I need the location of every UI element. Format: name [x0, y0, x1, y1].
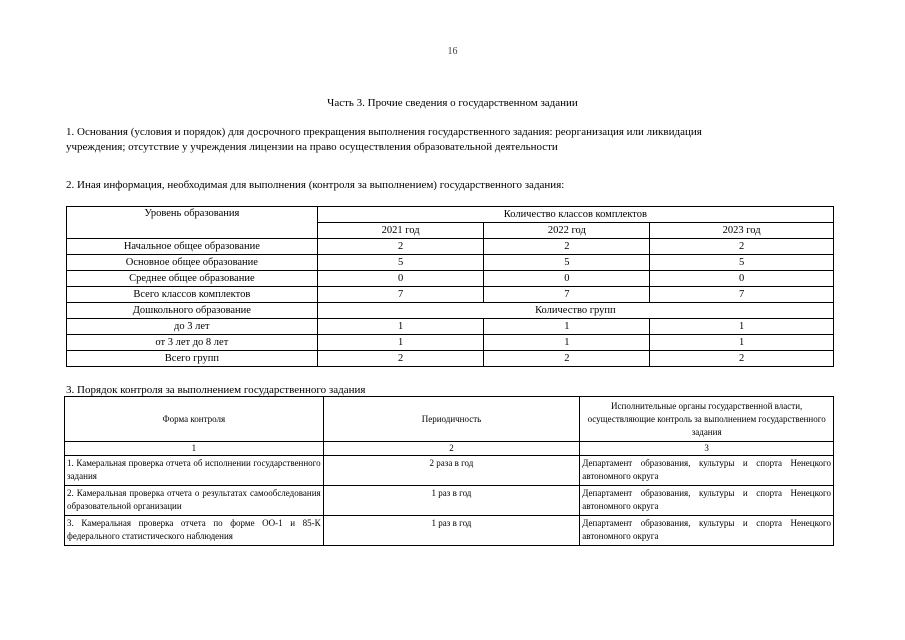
value-cell: 5: [484, 255, 650, 271]
value-cell: 1: [317, 319, 484, 335]
periodicity-cell: 1 раз в год: [323, 516, 580, 546]
year-header-cell: 2022 год: [484, 223, 650, 239]
year-header-cell: 2021 год: [317, 223, 484, 239]
value-cell: 1: [317, 335, 484, 351]
table-row: [67, 351, 834, 367]
section-1-line-1: 1. Основания (условия и порядок) для досрочного прекращения выполнения государственного задания: реорганизация или ликвидация: [66, 126, 702, 138]
control-form-cell: 3. Камеральная проверка отчета по форме ОО-1 и 85-К федерального статистического наблюдения: [65, 516, 324, 546]
value-cell: 7: [317, 287, 484, 303]
value-cell: 0: [317, 271, 484, 287]
table-row: [67, 319, 834, 335]
value-cell: 1: [484, 335, 650, 351]
control-form-cell: 2. Камеральная проверка отчета о результатах самообследования образовательной организации: [65, 486, 324, 516]
control-table: [64, 396, 834, 546]
table-row: [67, 255, 834, 271]
value-cell: 0: [650, 271, 834, 287]
row-label-cell: от 3 лет до 8 лет: [67, 335, 318, 351]
value-cell: 7: [650, 287, 834, 303]
authority-cell: Департамент образования, культуры и спорта Ненецкого автономного округа: [580, 486, 834, 516]
table-row: [67, 271, 834, 287]
preschool-label-cell: Дошкольного образование: [67, 303, 318, 319]
column-number-cell: 3: [580, 442, 834, 456]
row-label-cell: Среднее общее образование: [67, 271, 318, 287]
table-row: [67, 335, 834, 351]
row-label-cell: до 3 лет: [67, 319, 318, 335]
table-row: [65, 486, 834, 516]
authority-cell: Департамент образования, культуры и спорта Ненецкого автономного округа: [580, 456, 834, 486]
section-1-line-2: учреждения; отсутствие у учреждения лицензии на право осуществления образовательной деятельности: [66, 141, 558, 153]
table-row: [67, 303, 834, 319]
control-form-cell: 1. Камеральная проверка отчета об исполнении государственного задания: [65, 456, 324, 486]
column-number-cell: 2: [323, 442, 580, 456]
part-title: Часть 3. Прочие сведения о государственном задании: [327, 97, 578, 109]
classes-header-cell: Количество классов комплектов: [317, 207, 833, 223]
value-cell: 1: [650, 335, 834, 351]
classes-table: [66, 206, 834, 367]
value-cell: 2: [650, 239, 834, 255]
form-header-cell: Форма контроля: [65, 397, 324, 442]
value-cell: 2: [317, 239, 484, 255]
row-label-cell: Начальное общее образование: [67, 239, 318, 255]
value-cell: 1: [650, 319, 834, 335]
authority-cell: Департамент образования, культуры и спорта Ненецкого автономного округа: [580, 516, 834, 546]
section-2-heading: 2. Иная информация, необходимая для выполнения (контроля за выполнением) государственного задания:: [66, 179, 565, 191]
value-cell: 2: [650, 351, 834, 367]
row-label-cell: Всего групп: [67, 351, 318, 367]
level-header-cell: Уровень образования: [67, 207, 318, 239]
row-label-cell: Всего классов комплектов: [67, 287, 318, 303]
org-header-cell: Исполнительные органы государственной власти, осуществляющие контроль за выполнением государственного задания: [580, 397, 834, 442]
table-row: [65, 456, 834, 486]
period-header-cell: Периодичность: [323, 397, 580, 442]
table-row: [65, 516, 834, 546]
value-cell: 5: [317, 255, 484, 271]
value-cell: 7: [484, 287, 650, 303]
value-cell: 2: [317, 351, 484, 367]
value-cell: 0: [484, 271, 650, 287]
value-cell: 5: [650, 255, 834, 271]
groups-header-cell: Количество групп: [317, 303, 833, 319]
value-cell: 1: [484, 319, 650, 335]
periodicity-cell: 2 раза в год: [323, 456, 580, 486]
row-label-cell: Основное общее образование: [67, 255, 318, 271]
column-number-cell: 1: [65, 442, 324, 456]
table-row: [67, 287, 834, 303]
section-3-heading: 3. Порядок контроля за выполнением государственного задания: [66, 384, 366, 396]
table-row: [67, 239, 834, 255]
year-header-cell: 2023 год: [650, 223, 834, 239]
section-1-text: [66, 125, 836, 155]
value-cell: 2: [484, 351, 650, 367]
page-number: 16: [447, 46, 458, 57]
value-cell: 2: [484, 239, 650, 255]
periodicity-cell: 1 раз в год: [323, 486, 580, 516]
